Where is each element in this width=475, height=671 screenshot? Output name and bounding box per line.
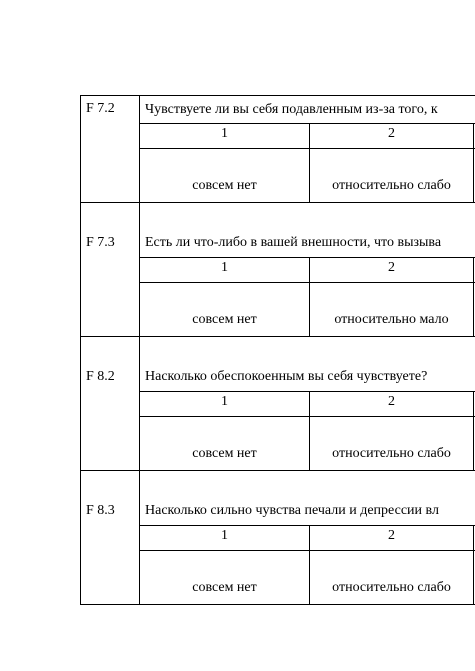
option-number[interactable]: 1 xyxy=(140,392,310,417)
option-label[interactable]: относительно слабо xyxy=(310,551,474,605)
option-number-row xyxy=(81,392,475,417)
option-number-row xyxy=(81,258,475,283)
question-code: F 7.3 xyxy=(81,203,140,337)
question-row xyxy=(81,96,475,124)
question-text: Насколько сильно чувства печали и депрессии вл xyxy=(140,471,475,526)
option-number-row xyxy=(81,526,475,551)
question-text: Чувствуете ли вы себя подавленным из-за того, к xyxy=(140,96,475,124)
option-label[interactable]: совсем нет xyxy=(140,417,310,471)
option-label[interactable]: совсем нет xyxy=(140,283,310,337)
question-text: Насколько обеспокоенным вы себя чувствуете? xyxy=(140,337,475,392)
option-number[interactable]: 1 xyxy=(140,124,310,149)
option-label-row xyxy=(81,283,475,337)
question-code: F 8.3 xyxy=(81,471,140,605)
question-row xyxy=(81,471,475,526)
question-code: F 7.2 xyxy=(81,96,140,203)
option-label[interactable]: относительно мало xyxy=(310,283,474,337)
questionnaire-table xyxy=(80,95,475,605)
option-number[interactable]: 2 xyxy=(310,526,474,551)
question-text: Есть ли что-либо в вашей внешности, что вызыва xyxy=(140,203,475,258)
option-number[interactable]: 2 xyxy=(310,124,474,149)
option-label[interactable]: совсем нет xyxy=(140,149,310,203)
option-label-row xyxy=(81,149,475,203)
option-label[interactable]: относительно слабо xyxy=(310,417,474,471)
option-number[interactable]: 2 xyxy=(310,392,474,417)
option-number[interactable]: 1 xyxy=(140,526,310,551)
option-label-row xyxy=(81,551,475,605)
option-label[interactable]: совсем нет xyxy=(140,551,310,605)
option-number[interactable]: 1 xyxy=(140,258,310,283)
option-number-row xyxy=(81,124,475,149)
option-label[interactable]: относительно слабо xyxy=(310,149,474,203)
option-label-row xyxy=(81,417,475,471)
question-row xyxy=(81,203,475,258)
option-number[interactable]: 2 xyxy=(310,258,474,283)
question-row xyxy=(81,337,475,392)
question-code: F 8.2 xyxy=(81,337,140,471)
